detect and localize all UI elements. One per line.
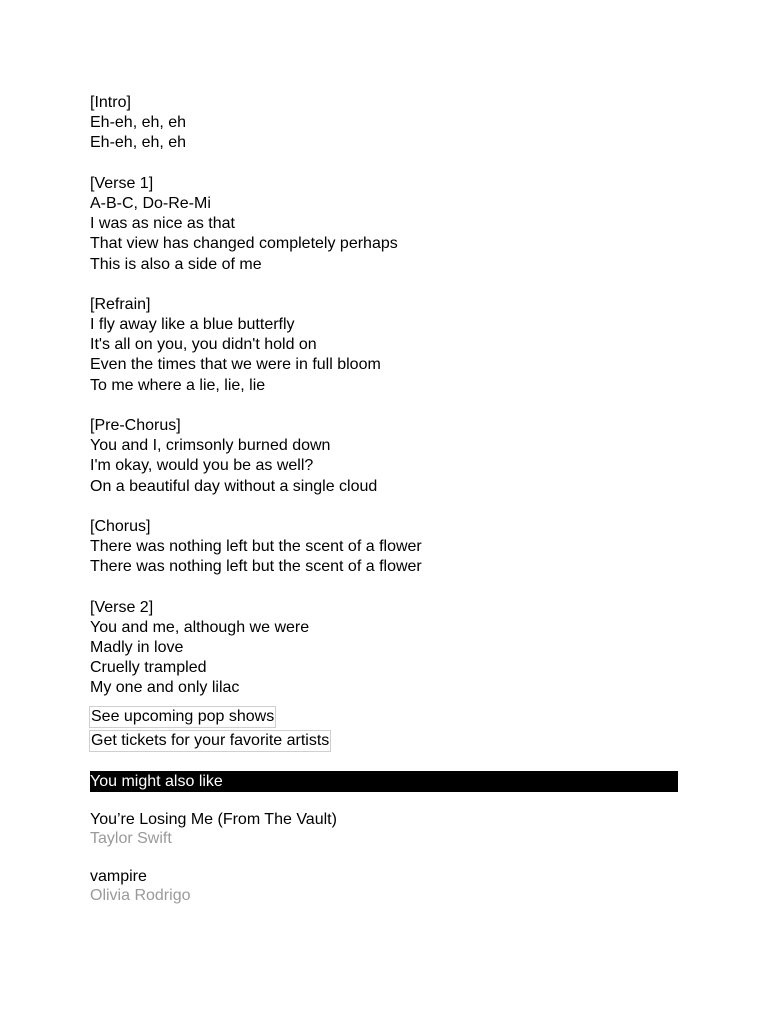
recommendation-item[interactable] bbox=[90, 867, 678, 906]
lyric-line: Even the times that we were in full bloom bbox=[90, 356, 381, 374]
lyric-line: You and me, although we were bbox=[90, 618, 310, 636]
recommendation-artist: Taylor Swift bbox=[90, 830, 172, 848]
lyric-line: I fly away like a blue butterfly bbox=[90, 316, 295, 334]
lyric-line: That view has changed completely perhaps bbox=[90, 235, 398, 253]
you-might-also-like-header: You might also like bbox=[90, 771, 678, 792]
section-header-verse-1: [Verse 1] bbox=[90, 174, 154, 192]
lyric-line: On a beautiful day without a single cloud bbox=[90, 477, 378, 495]
stanza-break bbox=[90, 154, 678, 174]
recommendations-list bbox=[90, 810, 678, 906]
lyric-line: To me where a lie, lie, lie bbox=[90, 376, 266, 394]
lyric-line: Eh-eh, eh, eh bbox=[90, 114, 187, 132]
section-verse-1 bbox=[90, 174, 678, 275]
upcoming-shows-link[interactable]: See upcoming pop shows bbox=[89, 706, 276, 728]
recommendation-title: vampire bbox=[90, 867, 147, 885]
section-refrain bbox=[90, 295, 678, 396]
section-pre-chorus bbox=[90, 416, 678, 497]
lyric-line: This is also a side of me bbox=[90, 255, 262, 273]
stanza-break bbox=[90, 497, 678, 517]
stanza-break bbox=[90, 578, 678, 598]
lyric-line: It's all on you, you didn't hold on bbox=[90, 336, 317, 354]
lyric-line: Cruelly trampled bbox=[90, 659, 207, 677]
section-chorus bbox=[90, 517, 678, 578]
lyric-line: A-B-C, Do-Re-Mi bbox=[90, 194, 211, 212]
section-header-intro: [Intro] bbox=[90, 94, 131, 111]
lyric-line: You and I, crimsonly burned down bbox=[90, 437, 331, 455]
section-verse-2 bbox=[90, 598, 678, 699]
section-header-verse-2: [Verse 2] bbox=[90, 598, 154, 616]
lyrics-page bbox=[90, 93, 678, 924]
lyric-line: There was nothing left but the scent of a flower bbox=[90, 538, 422, 556]
recommendation-artist: Olivia Rodrigo bbox=[90, 887, 191, 905]
section-intro bbox=[90, 93, 678, 154]
promo-links bbox=[90, 706, 678, 752]
lyric-line: I was as nice as that bbox=[90, 215, 235, 233]
section-header-refrain: [Refrain] bbox=[90, 295, 151, 313]
stanza-break bbox=[90, 396, 678, 416]
section-header-pre-chorus: [Pre-Chorus] bbox=[90, 417, 181, 434]
recommendation-title: You’re Losing Me (From The Vault) bbox=[90, 810, 337, 828]
recommendation-item[interactable] bbox=[90, 810, 678, 849]
tickets-link[interactable]: Get tickets for your favorite artists bbox=[89, 730, 331, 752]
lyric-line: There was nothing left but the scent of a flower bbox=[90, 558, 422, 576]
lyric-line: Eh-eh, eh, eh bbox=[90, 134, 187, 152]
lyric-line: I'm okay, would you be as well? bbox=[90, 457, 314, 475]
lyric-line: Madly in love bbox=[90, 639, 184, 657]
section-header-chorus: [Chorus] bbox=[90, 517, 151, 535]
stanza-break bbox=[90, 275, 678, 295]
lyric-line: My one and only lilac bbox=[90, 679, 240, 697]
lyrics-body bbox=[90, 93, 678, 699]
